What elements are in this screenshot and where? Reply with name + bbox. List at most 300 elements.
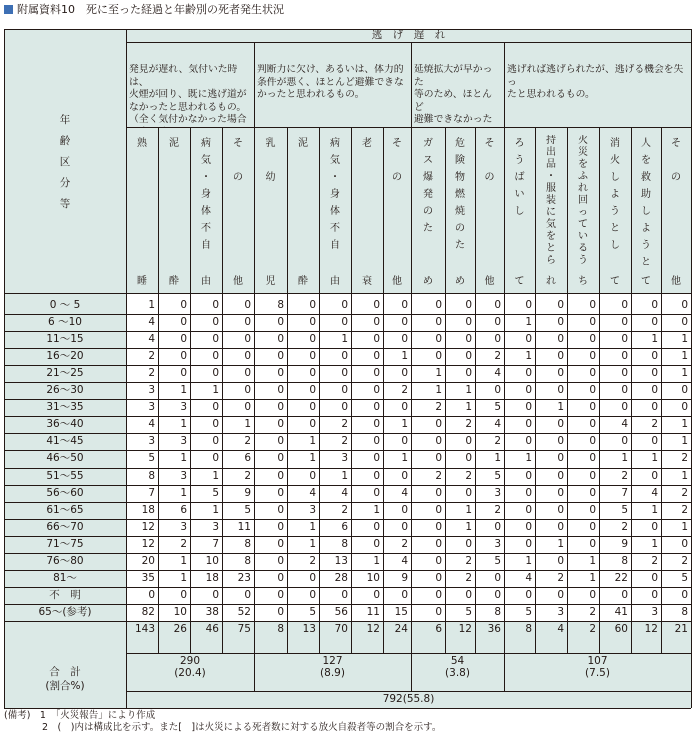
table-cell: 2	[309, 554, 316, 567]
table-cell: 0	[277, 401, 284, 414]
table-cell: 0	[557, 520, 564, 533]
table-cell: 0	[557, 486, 564, 499]
table-cell: 0	[401, 316, 408, 329]
table-cell: 5	[212, 486, 219, 499]
table-cell: 8	[244, 537, 251, 550]
table-cell: 3	[494, 537, 501, 550]
table-cell: 0	[465, 435, 472, 448]
table-cell: 0	[465, 333, 472, 346]
table-cell: 0	[494, 333, 501, 346]
column-header-char: 他	[484, 276, 495, 287]
total-cell: 13	[302, 622, 316, 635]
table-cell: 0	[401, 299, 408, 311]
age-row-label: 31～35	[46, 401, 84, 414]
total-cell: 26	[173, 622, 187, 635]
group-ratio: (20.4)	[174, 667, 206, 679]
table-cell: 1	[465, 503, 472, 516]
table-cell: 4	[621, 418, 628, 431]
table-cell: 0	[651, 435, 658, 448]
column-header-char: 助	[641, 189, 651, 200]
column-header-bottom	[445, 275, 475, 289]
total-cell: 12	[644, 622, 658, 635]
column-header	[383, 135, 411, 265]
column-header-bottom	[190, 275, 222, 289]
table-cell: 8	[244, 554, 251, 567]
column-header-char: の	[671, 172, 681, 183]
group-total: 127	[322, 655, 343, 667]
column-header-char	[383, 152, 411, 169]
table-cell: 5	[244, 503, 251, 516]
table-cell: 0	[557, 588, 564, 601]
table-cell: 0	[621, 367, 628, 380]
table-cell: 0	[557, 435, 564, 448]
column-header-char: の	[423, 206, 433, 217]
table-cell: 0	[651, 384, 658, 397]
table-cell: 0	[309, 316, 316, 329]
column-header-bottom	[599, 275, 631, 289]
grid-line	[661, 127, 662, 653]
table-cell: 0	[373, 384, 380, 397]
group-ratio: (3.8)	[445, 667, 470, 679]
escape-delay-header: 逃 げ 遅 れ	[371, 29, 446, 41]
table-cell: 1	[180, 452, 187, 465]
column-header-char: に	[546, 207, 556, 218]
table-cell: 0	[435, 503, 442, 516]
table-cell: 0	[277, 333, 284, 346]
column-header-char: 火	[610, 155, 620, 166]
table-cell: 0	[401, 333, 408, 346]
table-cell: 1	[373, 503, 380, 516]
table-cell: 1	[465, 520, 472, 533]
table-cell: 6	[180, 503, 187, 516]
table-cell: 1	[681, 333, 688, 346]
table-cell: 0	[277, 537, 284, 550]
column-header-char: の	[392, 172, 402, 183]
column-header-bottom	[351, 275, 383, 289]
age-row-label: 不 明	[49, 588, 81, 601]
grid-line	[4, 502, 691, 503]
table-cell: 0	[651, 469, 658, 482]
table-cell: 4	[494, 367, 501, 380]
table-cell: 0	[180, 316, 187, 329]
table-cell: 41	[614, 605, 628, 618]
table-cell: 2	[148, 350, 155, 363]
table-cell: 5	[465, 605, 472, 618]
table-cell: 3	[212, 520, 219, 533]
column-header-char	[661, 152, 691, 169]
age-header-char: 等	[59, 198, 71, 210]
group-total: 107	[587, 655, 608, 667]
table-border-right	[691, 29, 692, 708]
column-header-char: 物	[455, 172, 465, 183]
grid-line	[4, 450, 691, 451]
column-header-char: し	[514, 206, 525, 217]
group-description: 発見が遅れ、気付いた時は、 火煙が回り、既に逃げ道が なかったと思われるもの。 （全く気付かなかった場合	[129, 64, 247, 126]
table-cell: 1	[589, 571, 596, 584]
column-header-char: ・	[330, 172, 340, 183]
table-cell: 0	[651, 520, 658, 533]
table-cell: 1	[525, 452, 532, 465]
column-header	[158, 135, 190, 265]
column-header-char: て	[641, 276, 651, 287]
column-header-char: 火	[578, 135, 588, 146]
column-header-char: そ	[233, 138, 243, 149]
table-cell: 1	[401, 350, 408, 363]
table-cell: 1	[465, 401, 472, 414]
table-cell: 0	[212, 350, 219, 363]
column-header-char: 気	[330, 155, 340, 166]
column-header-char: 他	[233, 276, 243, 287]
table-cell: 0	[589, 316, 596, 329]
table-border-left	[4, 29, 5, 708]
table-cell: 0	[277, 316, 284, 329]
table-cell: 0	[525, 401, 532, 414]
column-header-char: ろ	[514, 138, 525, 149]
column-header	[351, 135, 383, 265]
table-cell: 0	[525, 384, 532, 397]
column-header-char: よ	[641, 223, 651, 234]
table-cell: 10	[366, 571, 380, 584]
table-cell: 0	[435, 418, 442, 431]
table-cell: 0	[557, 316, 564, 329]
table-cell: 8	[621, 554, 628, 567]
table-cell: 1	[525, 316, 532, 329]
column-header-char: 酔	[169, 276, 179, 287]
table-cell: 0	[525, 588, 532, 601]
table-cell: 0	[277, 571, 284, 584]
column-header-bottom	[222, 275, 254, 289]
table-cell: 3	[148, 401, 155, 414]
table-cell: 0	[589, 418, 596, 431]
table-cell: 0	[589, 333, 596, 346]
table-cell: 1	[180, 418, 187, 431]
column-header-char: 老	[362, 138, 372, 149]
table-cell: 0	[401, 588, 408, 601]
total-cell: 2	[589, 622, 596, 635]
column-header-char: 不	[201, 223, 211, 234]
table-cell: 0	[435, 333, 442, 346]
column-header-char: ・	[546, 171, 556, 182]
column-header-char: を	[641, 155, 651, 166]
table-cell: 4	[401, 486, 408, 499]
column-header-char: 回	[578, 195, 588, 206]
table-cell: 0	[309, 350, 316, 363]
column-header-bottom	[319, 275, 351, 289]
table-cell: 4	[494, 418, 501, 431]
table-cell: 0	[494, 316, 501, 329]
table-cell: 52	[237, 605, 251, 618]
table-cell: 23	[237, 571, 251, 584]
column-header-bottom	[254, 275, 287, 289]
table-cell: 0	[621, 299, 628, 311]
column-header-char: い	[578, 231, 588, 242]
table-cell: 3	[180, 401, 187, 414]
table-cell: 0	[651, 299, 658, 311]
totals-label: 合 計	[49, 666, 81, 678]
table-cell: 10	[173, 605, 187, 618]
table-cell: 2	[651, 554, 658, 567]
total-cell: 24	[394, 622, 408, 635]
column-header-char: を	[578, 159, 588, 170]
column-header	[631, 135, 661, 265]
table-cell: 0	[557, 554, 564, 567]
table-cell: 0	[401, 503, 408, 516]
age-row-label: 41～45	[46, 435, 84, 448]
table-cell: 2	[494, 435, 501, 448]
table-cell: 1	[651, 333, 658, 346]
age-row-label: 81～	[53, 571, 77, 584]
table-cell: 0	[651, 350, 658, 363]
table-cell: 9	[401, 571, 408, 584]
table-cell: 6	[341, 520, 348, 533]
column-header-char: 発	[423, 189, 433, 200]
table-cell: 1	[435, 384, 442, 397]
table-cell: 9	[244, 486, 251, 499]
grand-total: 792(55.8)	[382, 693, 435, 705]
table-cell: 11	[237, 520, 251, 533]
grid-line	[287, 127, 288, 653]
table-cell: 1	[589, 554, 596, 567]
table-cell: 0	[525, 537, 532, 550]
table-cell: 0	[621, 401, 628, 414]
column-header-char: 危	[455, 138, 465, 149]
column-header-char: た	[455, 240, 465, 251]
table-cell: 0	[244, 367, 251, 380]
table-cell: 1	[525, 554, 532, 567]
table-cell: 0	[681, 588, 688, 601]
table-cell: 0	[277, 605, 284, 618]
table-cell: 0	[435, 486, 442, 499]
table-cell: 7	[621, 486, 628, 499]
grid-line	[4, 485, 691, 486]
table-cell: 8	[681, 605, 688, 618]
total-cell: 75	[237, 622, 251, 635]
column-header-bottom	[411, 275, 445, 289]
column-header-char	[475, 152, 504, 169]
table-cell: 12	[141, 537, 155, 550]
column-header	[445, 135, 475, 265]
column-header-char: 自	[330, 240, 340, 251]
group-total: 54	[450, 655, 465, 667]
table-cell: 2	[148, 367, 155, 380]
table-cell: 2	[435, 401, 442, 414]
column-header-char: 爆	[423, 172, 433, 183]
table-cell: 2	[681, 503, 688, 516]
grid-line	[222, 127, 223, 653]
table-cell: 0	[244, 350, 251, 363]
table-cell: 0	[557, 350, 564, 363]
column-header-char: ら	[546, 255, 556, 265]
table-cell: 0	[309, 588, 316, 601]
table-cell: 0	[212, 367, 219, 380]
table-cell: 0	[401, 367, 408, 380]
age-row-label: 16～20	[46, 350, 84, 363]
table-cell: 0	[651, 367, 658, 380]
column-header	[661, 135, 691, 265]
table-border-top	[4, 29, 691, 30]
grid-line	[254, 42, 255, 691]
table-cell: 0	[373, 401, 380, 414]
table-cell: 1	[309, 452, 316, 465]
table-cell: 1	[180, 571, 187, 584]
table-cell: 8	[148, 469, 155, 482]
column-header-char: れ	[578, 183, 588, 194]
table-cell: 2	[401, 537, 408, 550]
table-cell: 0	[373, 316, 380, 329]
column-header-char: 酔	[298, 276, 308, 287]
table-cell: 0	[589, 299, 596, 311]
table-cell: 0	[277, 503, 284, 516]
table-cell: 1	[212, 384, 219, 397]
table-cell: 0	[651, 571, 658, 584]
total-cell: 4	[557, 622, 564, 635]
column-header-char: た	[423, 223, 433, 234]
table-cell: 0	[435, 350, 442, 363]
table-cell: 3	[180, 435, 187, 448]
table-cell: 3	[180, 469, 187, 482]
table-cell: 2	[494, 503, 501, 516]
table-cell: 0	[465, 452, 472, 465]
column-header-char: 児	[265, 276, 276, 287]
table-cell: 0	[309, 367, 316, 380]
table-cell: 0	[180, 350, 187, 363]
table-cell: 0	[435, 537, 442, 550]
age-row-label: 36～40	[46, 418, 84, 431]
column-header-char: ガ	[423, 138, 433, 149]
table-cell: 0	[373, 299, 380, 311]
table-cell: 0	[494, 588, 501, 601]
column-header-char: 睡	[137, 276, 147, 287]
column-header-char: う	[610, 206, 620, 217]
grid-line	[411, 42, 412, 691]
table-cell: 4	[525, 571, 532, 584]
table-cell: 0	[435, 588, 442, 601]
grid-line	[4, 314, 691, 315]
table-cell: 1	[212, 503, 219, 516]
table-cell: 2	[244, 469, 251, 482]
page-title-text: 附属資料10 死に至った経過と年齢別の死者発生状況	[17, 3, 284, 16]
table-cell: 1	[651, 537, 658, 550]
table-cell: 0	[525, 469, 532, 482]
column-header-bottom	[383, 275, 411, 289]
table-cell: 22	[614, 571, 628, 584]
table-cell: 2	[621, 520, 628, 533]
table-cell: 0	[525, 299, 532, 311]
table-cell: 2	[494, 350, 501, 363]
table-cell: 0	[589, 452, 596, 465]
table-cell: 1	[341, 333, 348, 346]
table-cell: 8	[341, 537, 348, 550]
table-cell: 0	[373, 520, 380, 533]
column-header-char	[254, 152, 287, 169]
table-cell: 5	[494, 401, 501, 414]
grid-line	[126, 691, 691, 692]
table-cell: 0	[341, 384, 348, 397]
table-cell: 0	[621, 435, 628, 448]
grid-line	[4, 348, 691, 349]
grid-line	[4, 331, 691, 332]
table-cell: 0	[277, 350, 284, 363]
table-cell: 0	[373, 367, 380, 380]
table-cell: 6	[244, 452, 251, 465]
column-header	[504, 135, 535, 265]
table-cell: 15	[394, 605, 408, 618]
grid-line	[567, 127, 568, 653]
table-cell: 0	[180, 333, 187, 346]
grid-line	[4, 433, 691, 434]
table-border-bottom	[4, 708, 691, 709]
table-cell: 1	[373, 554, 380, 567]
table-cell: 0	[277, 418, 284, 431]
age-row-label: 76～80	[46, 554, 84, 567]
table-cell: 0	[589, 503, 596, 516]
table-cell: 4	[148, 316, 155, 329]
column-header-char: 出	[546, 147, 556, 158]
table-cell: 0	[373, 588, 380, 601]
age-column-header	[4, 110, 126, 230]
column-header-char: 体	[201, 206, 211, 217]
table-cell: 0	[435, 605, 442, 618]
table-cell: 0	[589, 520, 596, 533]
table-cell: 0	[494, 384, 501, 397]
table-cell: 0	[277, 367, 284, 380]
table-cell: 0	[589, 367, 596, 380]
table-cell: 0	[373, 537, 380, 550]
table-cell: 0	[465, 367, 472, 380]
age-header-char: 年	[59, 114, 71, 126]
table-cell: 2	[465, 418, 472, 431]
column-header-char: ス	[423, 155, 433, 166]
table-cell: 0	[277, 435, 284, 448]
table-cell: 0	[589, 469, 596, 482]
column-header-char: う	[514, 155, 525, 166]
table-cell: 3	[180, 520, 187, 533]
table-cell: 0	[681, 537, 688, 550]
table-cell: 0	[651, 316, 658, 329]
totals-sublabel: (割合%)	[45, 680, 85, 692]
table-cell: 82	[141, 605, 155, 618]
table-cell: 4	[309, 486, 316, 499]
table-cell: 0	[621, 384, 628, 397]
table-cell: 2	[465, 571, 472, 584]
grid-line	[4, 553, 691, 554]
column-header-char: 幼	[265, 172, 276, 183]
column-header-char: 泥	[169, 138, 179, 149]
table-cell: 5	[494, 554, 501, 567]
age-row-label: 21～25	[46, 367, 84, 380]
column-header-char: 衰	[362, 276, 372, 287]
table-cell: 2	[465, 554, 472, 567]
table-cell: 0	[244, 588, 251, 601]
table-cell: 3	[651, 605, 658, 618]
column-header-char: の	[484, 172, 495, 183]
table-cell: 18	[205, 571, 219, 584]
table-cell: 0	[373, 418, 380, 431]
table-cell: 0	[465, 316, 472, 329]
table-cell: 9	[621, 537, 628, 550]
table-cell: 0	[341, 367, 348, 380]
column-header-bottom	[287, 275, 319, 289]
table-cell: 0	[465, 486, 472, 499]
total-cell: 8	[277, 622, 284, 635]
age-row-label: 71～75	[46, 537, 84, 550]
table-cell: 1	[525, 350, 532, 363]
table-cell: 5	[309, 605, 316, 618]
age-row-label: 0 ～ 5	[49, 299, 81, 311]
column-header-char: を	[546, 231, 556, 242]
total-cell: 6	[435, 622, 442, 635]
age-row-label: 6 ～10	[48, 316, 82, 329]
